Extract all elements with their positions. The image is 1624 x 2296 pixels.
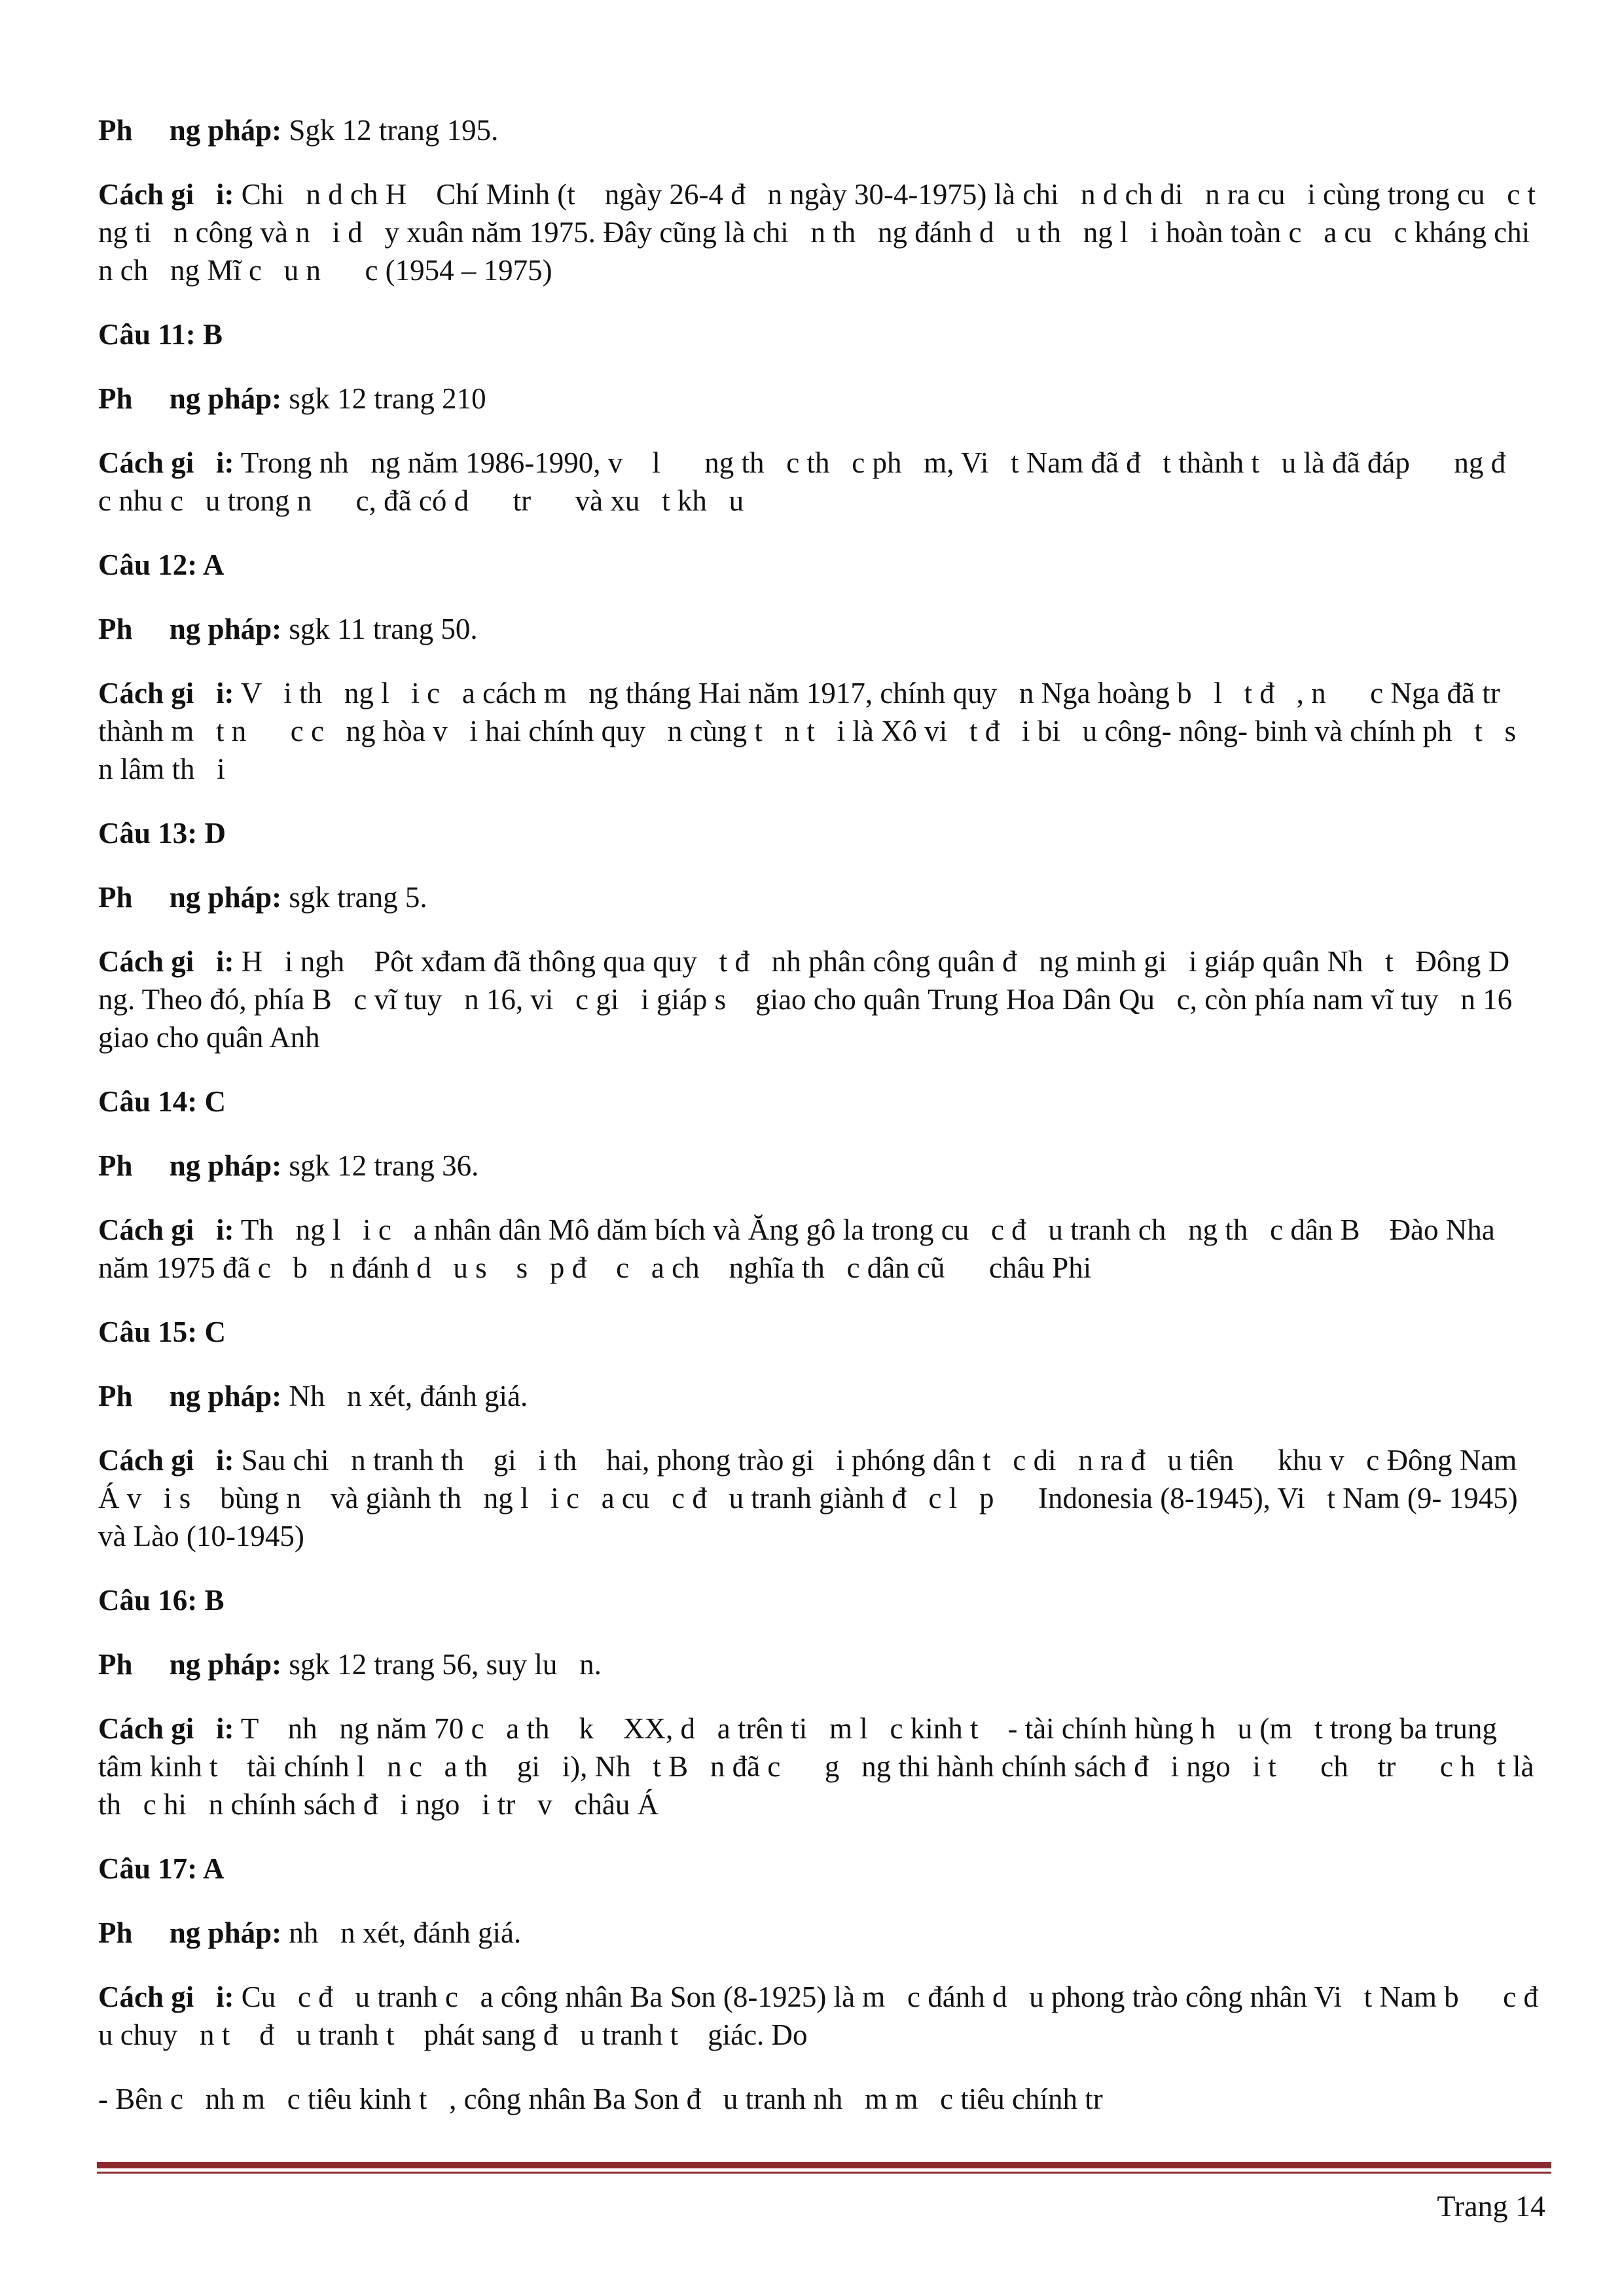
paragraph-label: Cách gi i: bbox=[98, 1444, 234, 1477]
answer-paragraph bbox=[98, 1377, 1538, 1415]
paragraph-text: Cu c đ u tranh c a công nhân Ba Son (8-1925) là m c đánh d u phong trào công nhân Vi t Nam b c đ u chuy n t đ u tranh t phát sang đ u tranh t giác. Do bbox=[98, 1981, 1561, 2051]
answer-paragraph bbox=[98, 2080, 1538, 2118]
paragraph-text: Nh n xét, đánh giá. bbox=[281, 1380, 528, 1412]
answer-paragraph bbox=[98, 1978, 1561, 2054]
question-heading: Câu 12: A bbox=[98, 548, 225, 581]
footer-rule-thin bbox=[97, 2172, 1551, 2174]
paragraph-text: sgk 12 trang 210 bbox=[281, 382, 486, 415]
answer-paragraph bbox=[98, 674, 1545, 788]
question-heading: Câu 14: C bbox=[98, 1085, 226, 1118]
answer-paragraph bbox=[98, 1211, 1538, 1287]
paragraph-label: Cách gi i: bbox=[98, 1213, 234, 1246]
answer-paragraph bbox=[98, 878, 1538, 916]
paragraph-text: sgk 11 trang 50. bbox=[281, 613, 478, 645]
paragraph-label: Ph ng pháp: bbox=[98, 114, 282, 147]
question-heading: Câu 17: A bbox=[98, 1852, 225, 1885]
answer-paragraph bbox=[98, 1441, 1538, 1555]
answer-paragraph bbox=[98, 1914, 1538, 1952]
paragraph-text: T nh ng năm 70 c a th k XX, d a trên ti m l c kinh t - tài chính hùng h u (m t trong ba trung tâm kinh t tài chính l n c a th gi i), Nh t B n đã c g ng thi hành chính sách đ i ngo i t ch tr c h t là th c hi n chính sách đ i ngo i tr v châu Á bbox=[98, 1712, 1542, 1821]
paragraph-label: Cách gi i: bbox=[98, 945, 234, 978]
paragraph-text: Th ng l i c a nhân dân Mô dăm bích và Ăng gô la trong cu c đ u tranh ch ng th c dân B Đào Nha năm 1975 đã c b n đánh d u s s p đ c a ch nghĩa th c dân cũ châu Phi bbox=[98, 1213, 1503, 1284]
answer-paragraph bbox=[98, 111, 1538, 149]
paragraph-text: sgk 12 trang 56, suy lu n. bbox=[281, 1648, 602, 1681]
paragraph-label: Ph ng pháp: bbox=[98, 613, 282, 645]
paragraph-label: Ph ng pháp: bbox=[98, 382, 282, 415]
paragraph-text: Sau chi n tranh th gi i th hai, phong trào gi i phóng dân t c di n ra đ u tiên khu v c Đông Nam Á v i s bùng n và giành th ng l i c a cu c đ u tranh giành đ c l p Indonesia (8-1945), Vi t Nam (9- 1945) và Lào (10-1945) bbox=[98, 1444, 1525, 1552]
paragraph-text: nh n xét, đánh giá. bbox=[281, 1916, 522, 1949]
paragraph-text: Chi n d ch H Chí Minh (t ngày 26-4 đ n ngày 30-4-1975) là chi n d ch di n ra cu i cùng trong cu c t ng ti n công và n i d y xuân năm 1975. Đây cũng là chi n th ng đánh d u th ng l i hoàn toàn c a cu c kháng chi n ch ng Mĩ c u n c (1954 – 1975) bbox=[98, 178, 1558, 287]
paragraph-label: Cách gi i: bbox=[98, 677, 234, 709]
answer-paragraph bbox=[98, 610, 1538, 648]
paragraph-label: Ph ng pháp: bbox=[98, 1916, 282, 1949]
paragraph-label: Cách gi i: bbox=[98, 446, 234, 479]
page-number: Trang 14 bbox=[1437, 2189, 1545, 2223]
question-heading: Câu 11: B bbox=[98, 318, 223, 351]
paragraph-label: Cách gi i: bbox=[98, 1712, 234, 1745]
question-heading: Câu 16: B bbox=[98, 1584, 225, 1617]
paragraph-text: sgk 12 trang 36. bbox=[281, 1149, 479, 1182]
question-heading: Câu 13: D bbox=[98, 817, 226, 850]
footer-rule bbox=[97, 2162, 1551, 2168]
paragraph-label: Cách gi i: bbox=[98, 178, 234, 211]
paragraph-text: sgk trang 5. bbox=[281, 881, 427, 914]
answer-paragraph bbox=[98, 175, 1558, 289]
answer-paragraph bbox=[98, 1645, 1538, 1683]
paragraph-text: H i ngh Pôt xđam đã thông qua quy t đ nh phân công quân đ ng minh gi i giáp quân Nh t Đông D ng. Theo đó, phía B c vĩ tuy n 16, vi c gi i giáp s giao cho quân Trung Hoa Dân Qu c, còn phía nam vĩ tuy n 16 giao cho quân Anh bbox=[98, 945, 1554, 1054]
answer-paragraph bbox=[98, 380, 1538, 418]
answer-paragraph bbox=[98, 1147, 1538, 1185]
question-heading: Câu 15: C bbox=[98, 1316, 226, 1348]
paragraph-text: - Bên c nh m c tiêu kinh t , công nhân Ba Son đ u tranh nh m m c tiêu chính tr bbox=[98, 2083, 1103, 2115]
paragraph-text: Sgk 12 trang 195. bbox=[281, 114, 499, 147]
paragraph-text: Trong nh ng năm 1986-1990, v l ng th c th c ph m, Vi t Nam đã đ t thành t u là đã đáp ng đ c nhu c u trong n c, đã có d tr và xu t kh u bbox=[98, 446, 1550, 517]
paragraph-label: Ph ng pháp: bbox=[98, 1149, 282, 1182]
paragraph-label: Ph ng pháp: bbox=[98, 1380, 282, 1412]
answer-paragraph bbox=[98, 1710, 1542, 1823]
answer-paragraph bbox=[98, 942, 1554, 1056]
page-content bbox=[98, 111, 1561, 2144]
answer-paragraph bbox=[98, 444, 1550, 520]
paragraph-text: V i th ng l i c a cách m ng tháng Hai năm 1917, chính quy n Nga hoàng b l t đ , n c Nga đã tr thành m t n c c ng hòa v i hai chính quy n cùng t n t i là Xô vi t đ i bi u công- nông- binh và chính ph t s n lâm th i bbox=[98, 677, 1545, 785]
paragraph-label: Cách gi i: bbox=[98, 1981, 234, 2013]
paragraph-label: Ph ng pháp: bbox=[98, 881, 282, 914]
paragraph-label: Ph ng pháp: bbox=[98, 1648, 282, 1681]
